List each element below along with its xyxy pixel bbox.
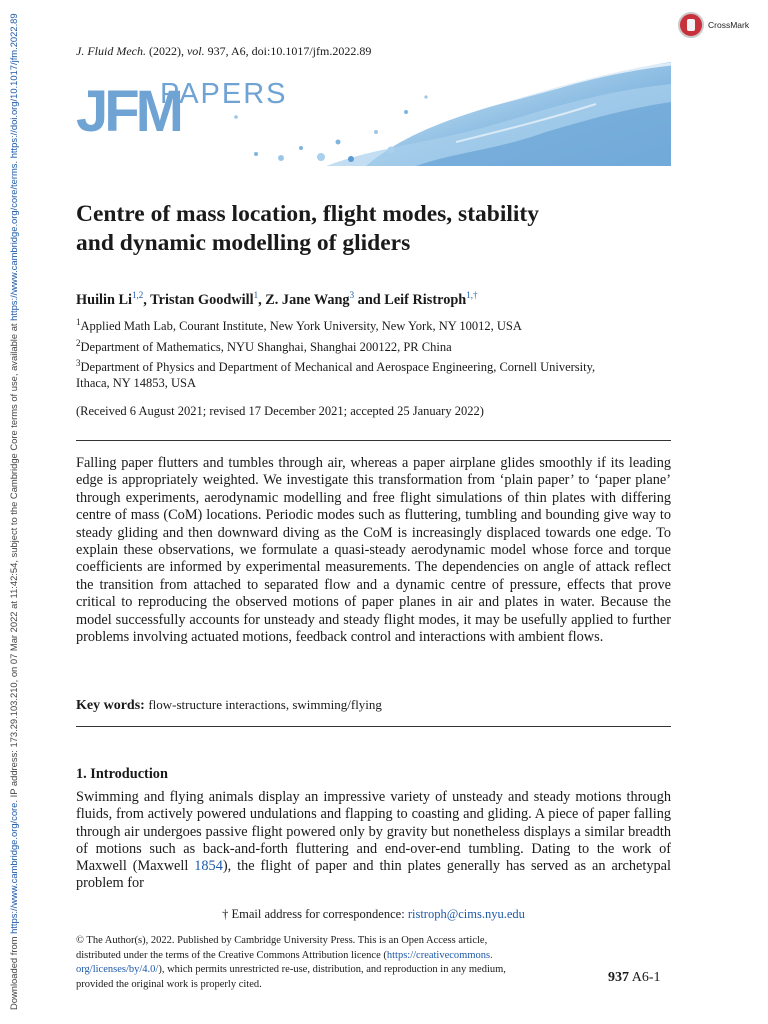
paper-title: Centre of mass location, flight modes, stability and dynamic modelling of gliders [76,201,540,256]
author-name: Tristan Goodwill [150,292,254,308]
section-heading: 1. Introduction [76,766,168,782]
doi-link[interactable]: https://doi.org/10.1017/jfm.2022.89 [8,13,19,159]
jfm-logo: JFM [76,79,180,144]
affiliation-continuation: Ithaca, NY 14853, USA [76,376,197,390]
author-affiliation-mark[interactable]: 1, [466,290,473,301]
email-link[interactable]: ristroph@cims.nyu.edu [407,907,525,921]
keywords: Key words: flow-structure interactions, swimming/flying [76,697,382,713]
crossmark-label: CrossMark [708,20,750,30]
license-link[interactable]: https://creativecommons. [386,949,493,961]
affiliation: $^2$Department of Mathematics, NYU Shanghai, Shanghai 200122, PR China [76,337,452,354]
author-name: Leif Ristroph [384,292,467,308]
author-affiliation-mark[interactable]: 1,2 [132,290,144,301]
citation-link[interactable]: 1854 [194,858,223,875]
author-affiliation-mark[interactable]: 1 [253,290,259,301]
author-affiliation-mark[interactable]: 3 [349,290,355,301]
received-dates: (Received 6 August 2021; revised 17 December 2021; accepted 25 January 2022) [76,404,484,418]
abstract-bottom-rule [76,726,671,727]
crossmark-badge[interactable] [678,12,749,38]
correspondence-footnote: † Email address for correspondence: ristroph@cims.nyu.edu [222,907,525,921]
terms-link[interactable]: https://www.cambridge.org/core/terms [8,163,19,321]
water-splash-graphic [234,62,671,166]
cambridge-core-link[interactable]: https://www.cambridge.org/core [8,802,19,934]
abstract: Falling paper flutters and tumbles through air, whereas a paper airplane glides smoothly if its leading edge is appropriately weighted. We investigate this transformation from ‘plain paper’ to ‘paper plane’ through experiments, aerodynamic modelling and free flight simulations of thin plates with differing centre of mass (CoM) locations. Periodic modes such as fluttering, tumbling and bounding give way to steady gliding and then downward diving as the CoM is increasingly displaced towards one edge. To explain these observations, we formulate a quasi-steady aerodynamic model whose force and torque coefficients are informed by experimental measurements. The dependencies on angle of attack reflect the transition from attached to separated flow and a dynamic centre of pressure, effects that prove critical to reproducing the observed motions of paper planes in air and plates in water. Because the model successfully accounts for unsteady and steady flight modes, it may be usefully applied to further problems involving actuated motions, feedback control and interactions with ambient flows. [76,455,671,646]
journal-citation: J. Fluid Mech. (2022), vol. 937, A6, doi:10.1017/jfm.2022.89 [76,44,372,58]
download-side-note: Downloaded from https://www.cambridge.org/core. IP address: 173.29.103.210, on 07 Mar 2022 at 11:42:54, subject to the Cambridge Core terms of use, available at https://www.cambridge.org/core/terms. https://doi.org/10.1017/jfm.2022.89 [8,13,19,1010]
affiliation: $^1$Applied Math Lab, Courant Institute, New York University, New York, NY 10012, USA [76,316,522,333]
crossmark-icon [678,12,704,38]
author-name: Z. Jane Wang [265,292,350,308]
affiliation: $^3$Department of Physics and Department of Mechanical and Aerospace Engineering, Cornell University, [76,357,596,374]
corresponding-author-dagger[interactable]: † [473,290,478,301]
papers-label: PAPERS [160,78,288,110]
intro-paragraph: Swimming and flying animals display an impressive variety of unsteady and steady motions through fluids, from actively powered undulations and flapping to coasting and gliding. A piece of paper falling through air undergoes passive flight powered only by gravity but nonetheless displays a similar breadth of motions such as back-and-forth fluttering and end-over-end tumbling. Dating to the work of Maxwell (Maxwell 1854), the flight of paper and thin plates generally has served as an archetypal problem for [76,789,671,892]
author-name: Huilin Li [76,292,133,308]
copyright-notice: © The Author(s), 2022. Published by Cambridge University Press. This is an Open Access article, distributed under the terms of the Creative Commons Attribution licence (https://creativecommons. org/licenses/by/4.0/), which permits unrestricted re-use, distribution, and reproduction in any medium, provided the original work is properly cited. [76,935,506,990]
license-link-continued[interactable]: org/licenses/by/4.0/ [76,964,159,976]
page-number: 937 A6-1 [608,970,661,985]
author-list: Huilin Li$^{1,2}$, Tristan Goodwill$^1$, Z. Jane Wang$^3$ and Leif Ristroph$^{1,\dagger}$ [76,290,478,308]
abstract-top-rule [76,440,671,441]
